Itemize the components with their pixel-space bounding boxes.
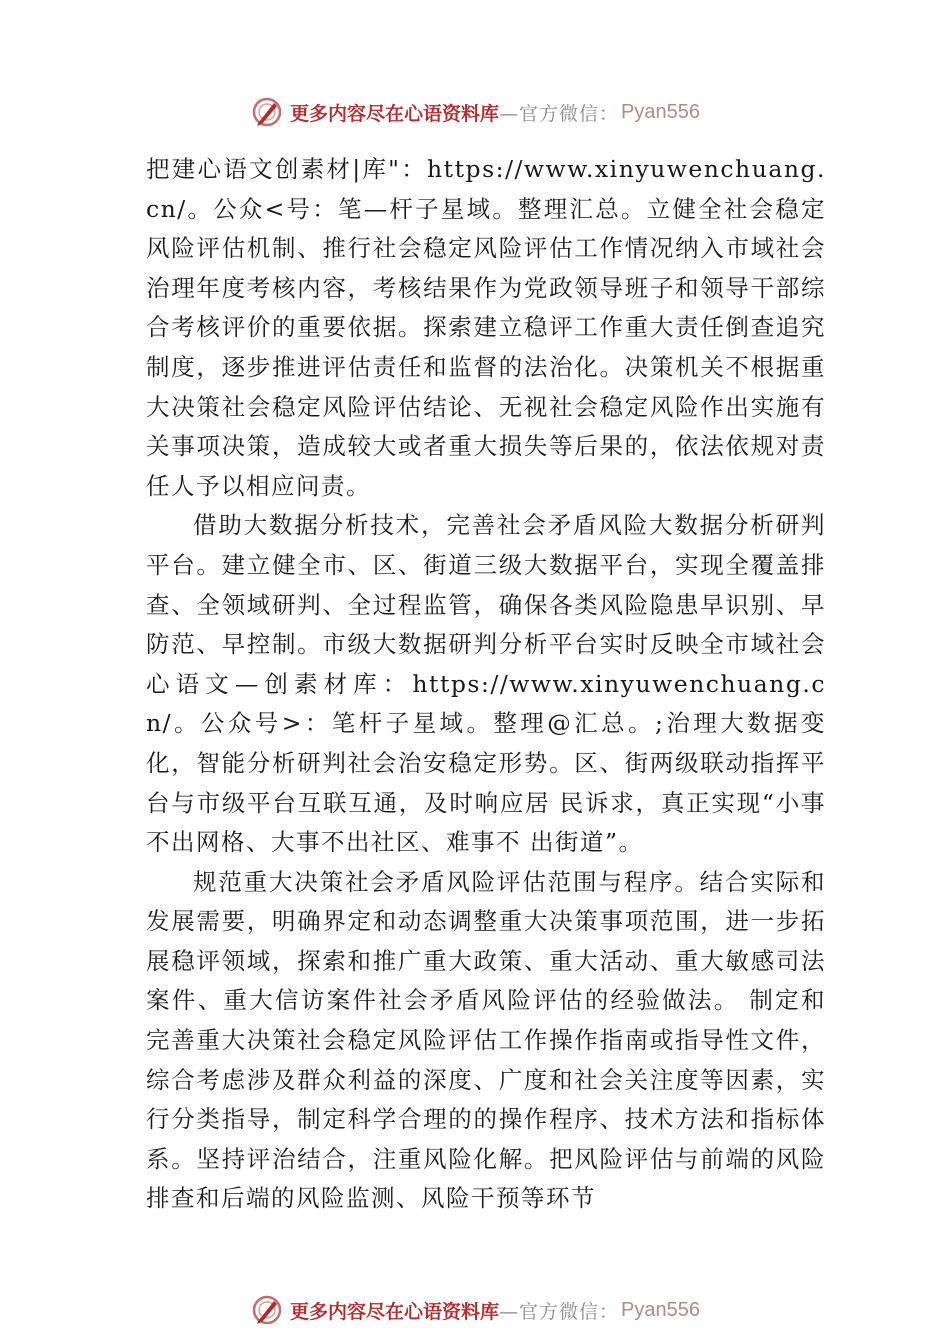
footer-wechat-handle: Pyan556	[621, 1298, 700, 1321]
paragraph-1: 把建心语文创素材|库"：https://www.xinyuwenchuang.cn/。公众<号：笔—杆子星域。整理汇总。立健全社会稳定风险评估机制、推行社会稳定风险评估工作情况纳入市域社会治理年度考核内容，考核结果作为党政领导班子和领导干部综合考核评价的重要依据。探索建立稳评工作重大责任倒查追究制度，逐步推进评估责任和监督的法治化。决策机关不根据重大决策社会稳定风险评估结论、无视社会稳定风险作出实施有关事项决策，造成较大或者重大损失等后果的，依法依规对责任人予以相应问责。	[146, 155, 826, 500]
document-body	[146, 150, 826, 1219]
header-wechat-handle: Pyan556	[621, 100, 700, 123]
footer-separator-text: —官方微信：	[499, 1300, 620, 1323]
pen-nib-logo-icon	[250, 1293, 284, 1327]
footer-brand-text: 更多内容尽在心语资料库	[290, 1300, 500, 1323]
paragraph-3: 规范重大决策社会矛盾风险评估范围与程序。结合实际和发展需要，明确界定和动态调整重大决策事项范围，进一步拓展稳评领域，探索和推广重大政策、重大活动、重大敏感司法案件、重大信访案件社会矛盾风险评估的经验做法。 制定和完善重大决策社会稳定风险评估工作操作指南或指导性文件，综合考虑涉及群众利益的深度、广度和社会关注度等因素，实行分类指导，制定科学合理的的操作程序、技术方法和指标体系。坚持评治结合，注重风险化解。把风险评估与前端的风险排查和后端的风险监测、风险干预等环节	[146, 867, 826, 1213]
header-brand-text: 更多内容尽在心语资料库	[290, 102, 500, 125]
header-separator-text: —官方微信：	[499, 102, 620, 125]
footer-banner	[0, 1290, 950, 1330]
header-banner	[0, 92, 950, 132]
pen-nib-logo-icon	[250, 95, 284, 129]
paragraph-2: 借助大数据分析技术，完善社会矛盾风险大数据分析研判平台。建立健全市、区、街道三级大数据平台，实现全覆盖排查、全领域研判、全过程监管，确保各类风险隐患早识别、早防范、早控制。市级大数据研判分析平台实时反映全市域社会心语文—创素材库：https://www.xinyuwenchuang.cn/。公众号>：笔杆子星域。整理@汇总。;治理大数据变化，智能分析研判社会治安稳定形势。区、街两级联动指挥平台与市级平台互联互通，及时响应居 民诉求，真正实现“小事不出网格、大事不出社区、难事不 出街道”。	[146, 511, 826, 857]
